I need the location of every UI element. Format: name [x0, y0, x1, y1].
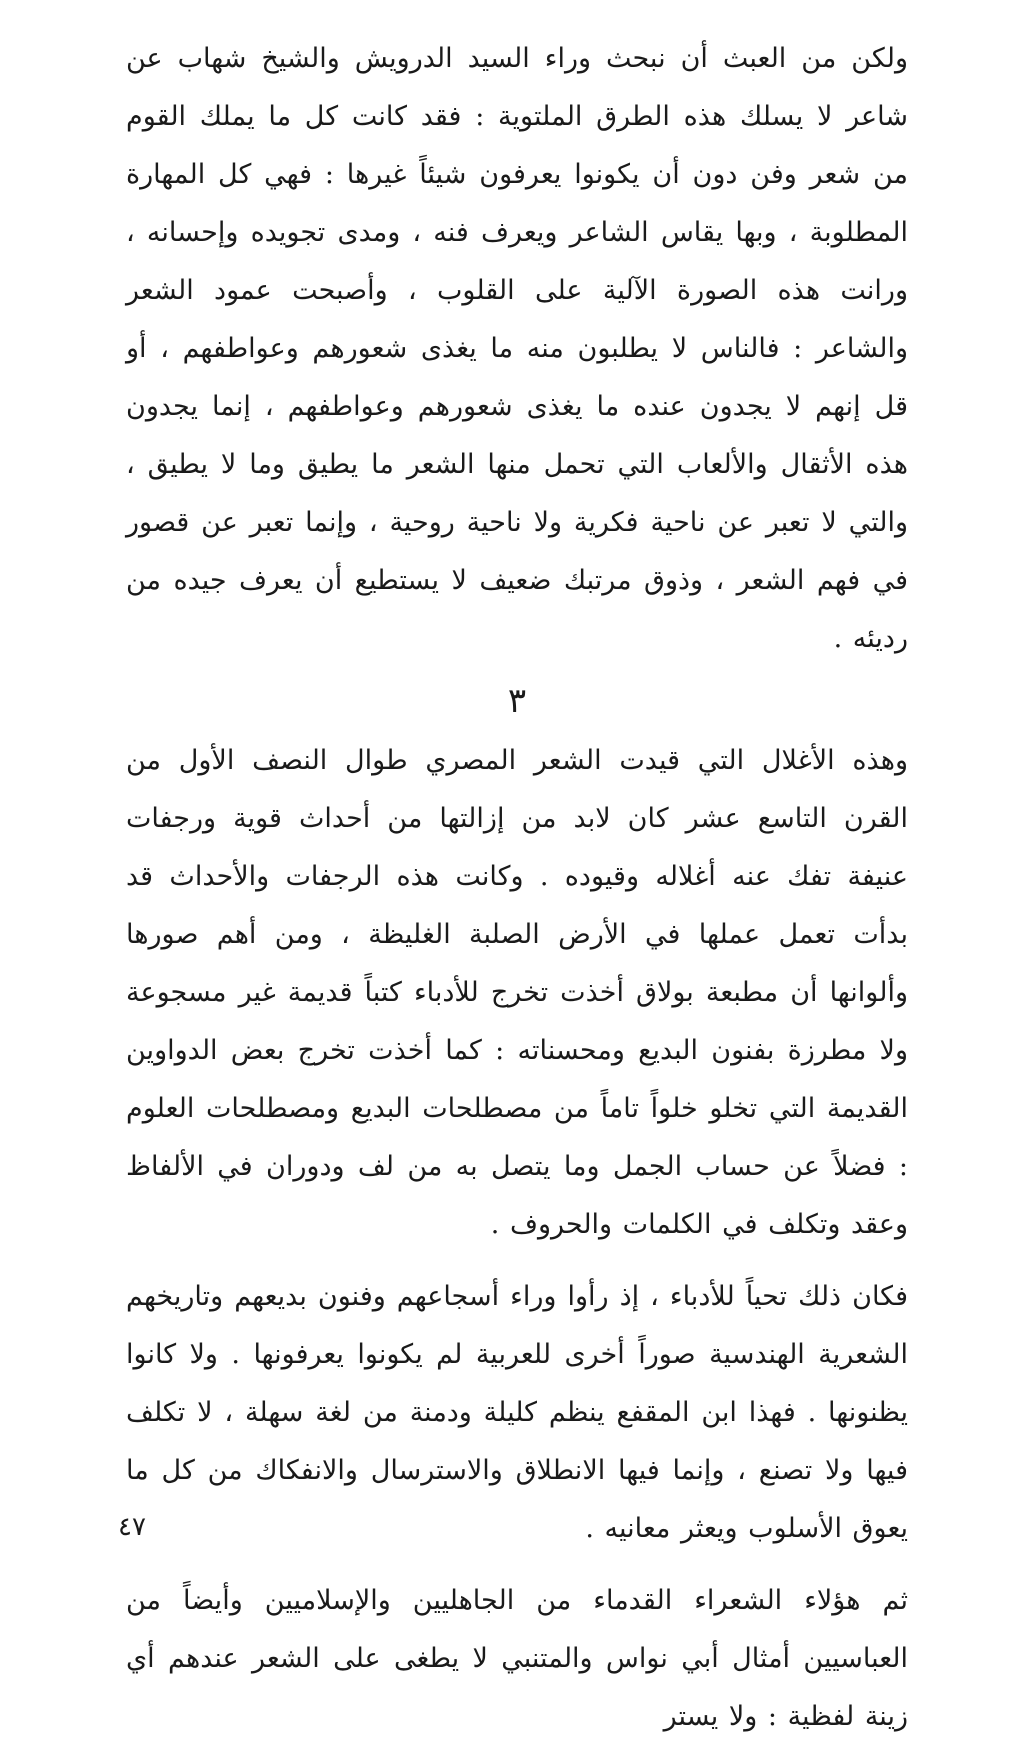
paragraph: ولكن من العبث أن نبحث وراء السيد الدرويش والشيخ شهاب عن شاعر لا يسلك هذه الطرق الملتوية : فقد كانت كل ما يملك القوم من شعر وفن دون أن يكونوا يعرفون شيئاً غيرها : فهي كل المهارة المطلوبة ، وبها يقاس الشاعر ويعرف فنه ، ومدى تجويده وإحسانه ، ورانت هذه الصورة الآلية على القلوب ، وأصبحت عمود الشعر والشاعر : فالناس لا يطلبون منه ما يغذى شعورهم وعواطفهم ، أو قل إنهم لا يجدون عنده ما يغذى شعورهم وعواطفهم ، إنما يجدون هذه الأثقال والألعاب التي تحمل منها الشعر ما يطيق وما لا يطيق ، والتي لا تعبر عن ناحية فكرية ولا ناحية روحية ، وإنما تعبر عن قصور في فهم الشعر ، وذوق مرتبك ضعيف لا يستطيع أن يعرف جيده من رديئه .: [126, 43, 908, 654]
paragraph: ثم هؤلاء الشعراء القدماء من الجاهليين والإسلاميين وأيضاً من العباسيين أمثال أبي نواس والمتنبي لا يطغى على الشعر عندهم أي زينة لفظية : ولا يستر: [126, 1585, 908, 1732]
paragraph: وهذه الأغلال التي قيدت الشعر المصري طوال النصف الأول من القرن التاسع عشر كان لابد من إزالتها من أحداث قوية ورجفات عنيفة تفك عنه أغلاله وقيوده . وكانت هذه الرجفات والأحداث قد بدأت تعمل عملها في الأرض الصلبة الغليظة ، ومن أهم صورها وألوانها أن مطبعة بولاق أخذت تخرج للأدباء كتباً قديمة غير مسجوعة ولا مطرزة بفنون البديع ومحسناته : كما أخذت تخرج بعض الدواوين القديمة التي تخلو خلواً تاماً من مصطلحات البديع ومصطلحات العلوم : فضلاً عن حساب الجمل وما يتصل به من لف ودوران في الألفاظ وعقد وتكلف في الكلمات والحروف .: [126, 745, 908, 1240]
page-number: ٤٧: [118, 1512, 146, 1542]
paragraph: فكان ذلك تحياً للأدباء ، إذ رأوا وراء أسجاعهم وفنون بديعهم وتاريخهم الشعرية الهندسية صوراً أخرى للعربية لم يكونوا يعرفونها . ولا كانوا يظنونها . فهذا ابن المقفع ينظم كليلة ودمنة من لغة سهلة ، لا تكلف فيها ولا تصنع ، وإنما فيها الانطلاق والاسترسال والانفكاك من كل ما يعوق الأسلوب ويعثر معانيه .: [126, 1281, 908, 1544]
section-number: ٣: [507, 681, 527, 721]
